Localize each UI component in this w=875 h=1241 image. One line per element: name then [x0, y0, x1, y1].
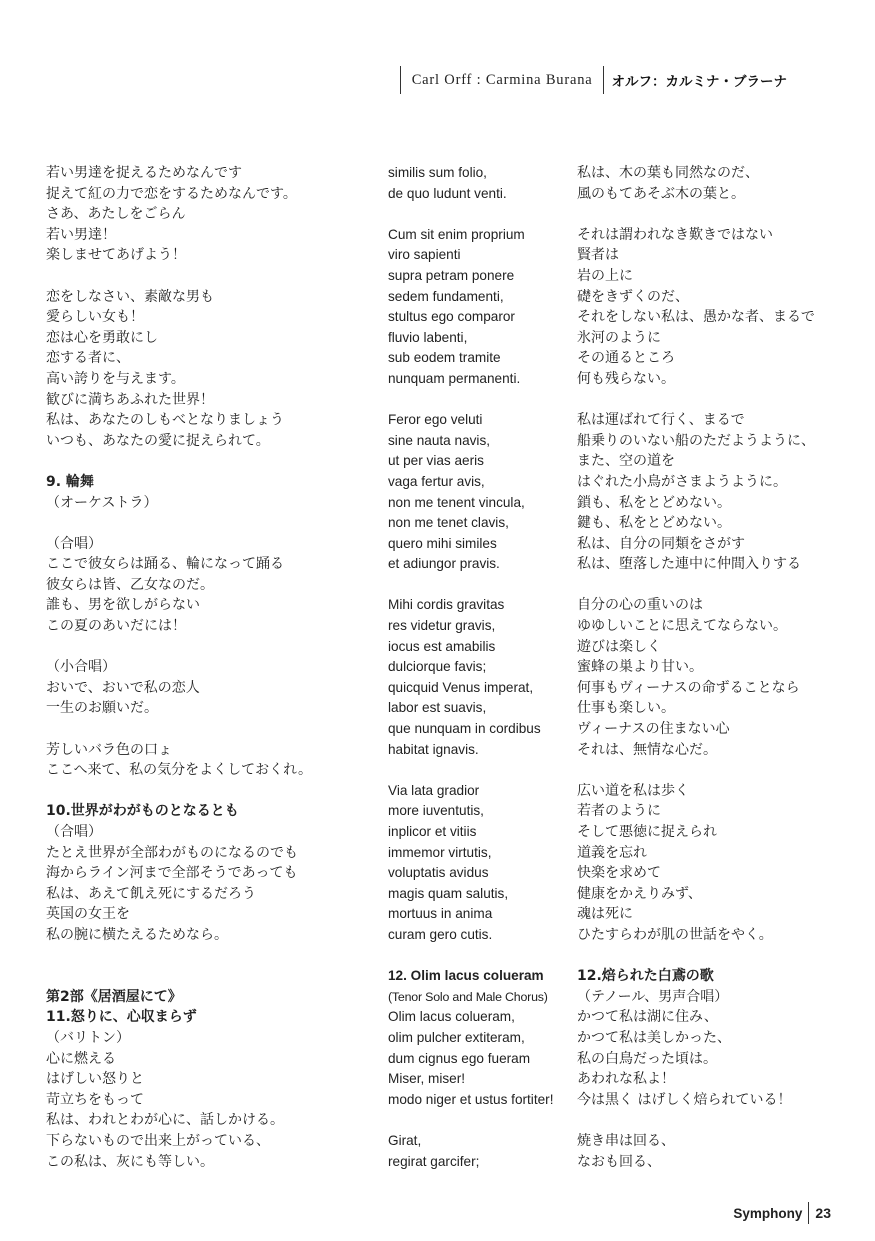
verse-line: 広い道を私は歩く	[577, 782, 689, 799]
stanza	[577, 1131, 837, 1172]
verse-line: 捉えて紅の力で恋をするためなんです。	[46, 185, 297, 202]
verse-line: fluvio labenti,	[388, 329, 468, 345]
verse-line: supra petram ponere	[388, 267, 515, 283]
verse-line: inplicor et vitiis	[388, 824, 477, 839]
verse-line: labor est suavis,	[388, 700, 487, 716]
verse-line: 楽しませてあげよう！	[46, 247, 186, 264]
verse-line: 若い男達を捉えるためなんです	[46, 165, 242, 181]
verse-line: 私は運ばれて行く、まるで	[577, 412, 745, 429]
verse-line: それをしない私は、愚かな者、まるで	[577, 309, 815, 326]
verse-line: それは謂われなき歎きではない	[577, 226, 773, 243]
verse-line: 氷河のように	[577, 329, 661, 346]
stanza	[46, 163, 366, 266]
stanza	[577, 781, 837, 946]
verse-line: 誰も、男を欲しがらない	[46, 597, 200, 614]
verse-line: Feror ego veluti	[388, 412, 483, 428]
verse-line: modo niger et ustus fortiter!	[388, 1091, 554, 1107]
verse-line: ut per vias aeris	[388, 453, 484, 469]
verse-line: ここへ来て、私の気分をよくしておくれ。	[46, 762, 312, 779]
verse-line: （小合唱）	[46, 659, 116, 676]
section-12-jp	[577, 966, 837, 987]
verse-line: 私の腕に横たえるためなら。	[46, 926, 228, 943]
verse-line: あわれな私よ！	[577, 1071, 675, 1088]
verse-line: 岩の上に	[577, 267, 633, 284]
verse-line: はぐれた小鳥がさまようように。	[577, 473, 787, 490]
verse-line: かつて私は美しかった、	[577, 1029, 731, 1046]
stanza	[46, 534, 366, 637]
verse-line: olim pulcher extiteram,	[388, 1029, 525, 1045]
section-subheading: （オーケストラ）	[46, 494, 158, 511]
verse-line: 心に燃える	[46, 1050, 116, 1067]
verse-line: similis sum folio,	[388, 165, 487, 180]
verse-line: 今は黒く はげしく焙られている！	[577, 1091, 792, 1108]
verse-line: 芳しいバラ色の口ょ	[46, 741, 172, 758]
japanese-column	[577, 163, 837, 1193]
section-9	[46, 472, 366, 513]
verse-line: nunquam permanenti.	[388, 370, 521, 386]
verse-line: non me tenent vincula,	[388, 494, 525, 510]
verse-line: なおも回る、	[577, 1153, 661, 1170]
verse-line: 私の白鳥だった頃は。	[577, 1050, 717, 1067]
verse-line: この私は、灰にも等しい。	[46, 1153, 214, 1170]
verse-line: 道義を忘れ	[577, 844, 647, 861]
verse-line: 私は、木の葉も同然なのだ、	[577, 165, 759, 181]
magazine-name: Symphony	[733, 1205, 803, 1221]
verse-line: sedem fundamenti,	[388, 288, 504, 304]
verse-line: それは、無情な心だ。	[577, 741, 717, 758]
section-heading: 12.焙られた白鳶の歌	[577, 968, 714, 985]
verse-line: その通るところ	[577, 350, 675, 367]
verse-line: iocus est amabilis	[388, 638, 496, 654]
stanza	[46, 822, 366, 946]
verse-line: ゆゆしいことに思えてならない。	[577, 618, 787, 635]
verse-line: また、空の道を	[577, 453, 675, 470]
verse-line: 自分の心の重いのは	[577, 597, 703, 614]
section-heading: 10.世界がわがものとなるとも	[46, 803, 239, 820]
verse-line: 快楽を求めて	[577, 865, 661, 882]
verse-line: 私は、堕落した連中に仲間入りする	[577, 556, 801, 573]
verse-line: この夏のあいだには！	[46, 618, 186, 635]
verse-line: more iuventutis,	[388, 803, 484, 819]
verse-line: dum cignus ego fueram	[388, 1050, 531, 1066]
verse-line: （合唱）	[46, 824, 102, 840]
verse-line: はげしい怒りと	[46, 1071, 144, 1088]
section-heading: 12. Olim lacus colueram	[388, 968, 544, 984]
verse-line: Miser, miser!	[388, 1071, 466, 1087]
verse-line: 私は、あなたのしもべとなりましょう	[46, 412, 284, 429]
verse-line: 焼き串は回る、	[577, 1132, 675, 1149]
verse-line: stultus ego comparor	[388, 309, 515, 325]
page-header	[400, 66, 787, 94]
verse-line: 船乗りのいない船のただようように、	[577, 432, 815, 449]
stanza	[388, 163, 573, 204]
verse-line: curam gero cutis.	[388, 926, 493, 942]
verse-line: magis quam salutis,	[388, 885, 509, 901]
stanza	[577, 987, 837, 1111]
verse-line: かつて私は湖に住み、	[577, 1009, 718, 1026]
verse-line: 遊びは楽しく	[577, 638, 661, 655]
verse-line: quero mihi similes	[388, 535, 497, 551]
verse-line: いつも、あなたの愛に捉えられて。	[46, 432, 270, 449]
stanza	[46, 1028, 366, 1172]
verse-line: （バリトン）	[46, 1029, 130, 1046]
section-12	[388, 966, 573, 1007]
page-footer	[733, 1201, 831, 1225]
stanza	[46, 740, 366, 781]
verse-line: 鍵も、私をとどめない。	[577, 515, 731, 532]
verse-line: 礎をきずくのだ、	[577, 288, 689, 305]
left-column	[46, 163, 366, 1193]
verse-line: 高い誇りを与えます。	[46, 370, 185, 387]
stanza	[388, 595, 573, 760]
verse-line: そして悪徳に捉えられ	[577, 824, 717, 840]
verse-line: immemor virtutis,	[388, 844, 492, 860]
verse-line: 英国の女王を	[46, 906, 130, 923]
verse-line: 海からライン河まで全部そうであっても	[46, 865, 298, 882]
verse-line: 若者のように	[577, 803, 661, 820]
verse-line: 風のもてあそぶ木の葉と。	[577, 185, 745, 202]
verse-line: 私は、われとわが心に、話しかける。	[46, 1112, 284, 1129]
verse-line: mortuus in anima	[388, 906, 493, 922]
verse-line: que nunquam in cordibus	[388, 721, 541, 737]
stanza	[388, 1131, 573, 1172]
verse-line: vaga fertur avis,	[388, 473, 485, 489]
stanza	[577, 595, 837, 760]
verse-line: habitat ignavis.	[388, 741, 479, 757]
header-title-jp: オルフ：カルミナ・ブラーナ	[611, 74, 787, 90]
stanza	[577, 410, 837, 575]
verse-line: 仕事も楽しい。	[577, 700, 675, 717]
page-number: 23	[815, 1205, 831, 1221]
section-10	[46, 801, 366, 822]
verse-line: 私は、自分の同類をさがす	[577, 535, 745, 552]
verse-line: 賢者は	[577, 247, 619, 264]
stanza	[577, 163, 837, 204]
verse-line: ヴィーナスの住まない心	[577, 721, 730, 738]
verse-line: dulciorque favis;	[388, 659, 487, 675]
verse-line: Cum sit enim proprium	[388, 226, 525, 242]
stanza	[388, 1007, 573, 1110]
verse-line: ひたすらわが肌の世話をやく。	[577, 926, 773, 943]
verse-line: 苛立ちをもって	[46, 1091, 144, 1108]
verse-line: おいで、おいで私の恋人	[46, 679, 200, 696]
section-heading: 11.怒りに、心収まらず	[46, 1009, 197, 1026]
verse-line: Olim lacus colueram,	[388, 1009, 515, 1025]
verse-line: 恋をしなさい、素敵な男も	[46, 288, 214, 305]
verse-line: 若い男達！	[46, 226, 116, 243]
verse-line: Via lata gradior	[388, 782, 480, 798]
section-11	[46, 987, 366, 1028]
stanza	[46, 657, 366, 719]
verse-line: 健康をかえりみず、	[577, 885, 702, 902]
verse-line: 魂は死に	[577, 906, 633, 923]
verse-line: de quo ludunt venti.	[388, 185, 507, 201]
verse-line: sine nauta navis,	[388, 432, 491, 448]
verse-line: regirat garcifer;	[388, 1153, 480, 1169]
verse-line: 何事もヴィーナスの命ずることなら	[577, 679, 800, 696]
verse-line: sub eodem tramite	[388, 350, 501, 366]
verse-line: 下らないもので出来上がっている、	[46, 1132, 270, 1149]
verse-line: 愛らしい女も！	[46, 309, 144, 326]
verse-line: たとえ世界が全部わがものになるのでも	[46, 844, 298, 861]
verse-line: 恋は心を勇敢にし	[46, 329, 158, 346]
verse-line: Mihi cordis gravitas	[388, 597, 505, 613]
verse-line: ここで彼女らは踊る、輪になって踊る	[46, 556, 284, 573]
verse-line: さあ、あたしをごらん	[46, 206, 186, 223]
verse-line: 蜜蜂の巣より甘い。	[577, 659, 703, 676]
verse-line: res videtur gravis,	[388, 618, 496, 634]
part-heading: 第2部《居酒屋にて》	[46, 988, 182, 1005]
verse-line: voluptatis avidus	[388, 865, 489, 881]
stanza	[577, 225, 837, 390]
stanza	[388, 781, 573, 946]
verse-line: et adiungor pravis.	[388, 556, 500, 572]
verse-line: quicquid Venus imperat,	[388, 679, 534, 695]
verse-line: 鎖も、私をとどめない。	[577, 494, 731, 511]
verse-line: 何も残らない。	[577, 370, 675, 387]
verse-line: （合唱）	[46, 535, 102, 552]
verse-line: 私は、あえて飢え死にするだろう	[46, 885, 256, 902]
verse-line: viro sapienti	[388, 247, 461, 263]
stanza	[388, 225, 573, 390]
stanza	[46, 287, 366, 452]
verse-line: 恋する者に、	[46, 350, 130, 367]
verse-line: Girat,	[388, 1132, 422, 1148]
verse-line: 歓びに満ちあふれた世界！	[46, 391, 214, 408]
verse-line: 彼女らは皆、乙女なのだ。	[46, 576, 214, 593]
header-title-en: Carl Orff : Carmina Burana	[411, 71, 593, 88]
verse-line: 一生のお願いだ。	[46, 700, 158, 717]
latin-column	[388, 163, 573, 1193]
section-heading: 9. 輪舞	[46, 473, 94, 490]
stanza	[388, 410, 573, 575]
verse-line: （テノール、男声合唱）	[577, 988, 729, 1005]
verse-line: non me tenet clavis,	[388, 515, 509, 531]
section-subheading: (Tenor Solo and Male Chorus)	[388, 989, 548, 1004]
